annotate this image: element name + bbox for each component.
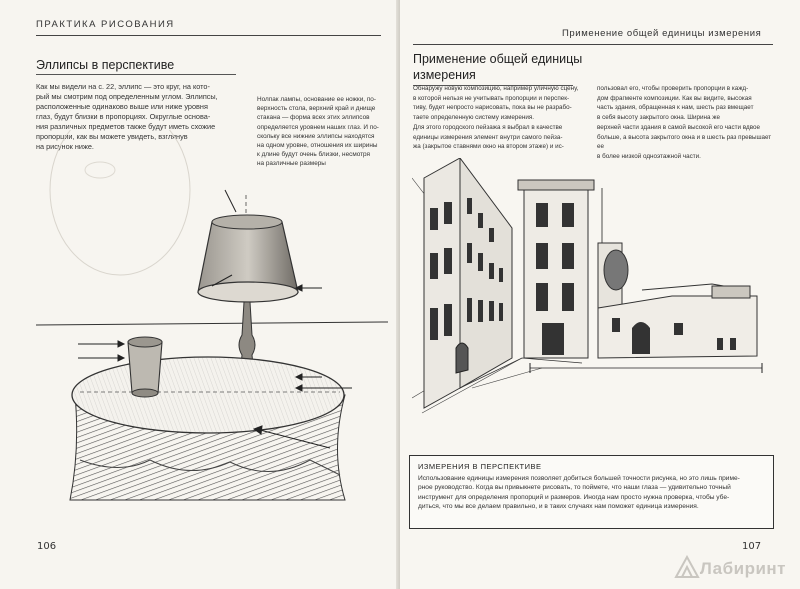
body-line: Как мы видели на с. 22, эллипс — это круг, на кото- <box>36 82 210 91</box>
body-line: на рисунок ниже. <box>36 142 94 151</box>
body-line: жа (закрытое ставнями окно на втором этаже) и ис- <box>413 143 564 151</box>
box-line: диться, что мы все делаем правильно, и в таких случаях нам поможет единица измерения. <box>418 503 699 511</box>
body-line: расположенные одинаково выше или ниже уровня <box>36 102 208 111</box>
body-line: в более низкой одноэтажной части. <box>597 152 701 160</box>
body-line: единицы измерения элемент внутри самого пейза- <box>413 133 563 141</box>
body-line: верхней части здания в самой высокой его части вдвое <box>597 123 761 131</box>
body-line: Для этого городского пейзажа я выбрал в качестве <box>413 123 563 131</box>
running-head-left: ПРАКТИКА РИСОВАНИЯ <box>36 19 175 30</box>
box-title: ИЗМЕРЕНИЯ В ПЕРСПЕКТИВЕ <box>418 462 542 471</box>
caption-line: определяется уровнем наших глаз. И по- <box>257 123 379 131</box>
watermark-text: Лабиринт <box>699 559 786 578</box>
body-line: больше, а высота закрытого окна и в шесть раз превышает ее <box>597 133 772 151</box>
section-heading-right-2: измерения <box>413 68 476 82</box>
body-line: в которой нельзя не учитывать пропорции и перспек- <box>413 94 570 102</box>
box-text <box>418 474 768 512</box>
labirint-watermark <box>674 555 786 579</box>
caption-line: стакана — форма всех этих эллипсов <box>257 114 370 122</box>
perspective-measurement-box <box>409 455 774 529</box>
page-number-left: 106 <box>37 541 57 552</box>
caption-line: на одном уровне, отношения их ширины <box>257 142 378 150</box>
body-line: пропорции, как вы можете увидеть, взглянув <box>36 132 188 141</box>
box-line: рное руководство. Когда вы привыкнете рисовать, то поймете, что наши глаза — удивительно точный <box>418 484 731 492</box>
body-line: в себя высоту закрытого окна. Ширина же <box>597 114 720 122</box>
body-line: дом фрагменте композиции. Как вы видите, высокая <box>597 94 752 102</box>
caption-line: верхность стола, верхний край и днище <box>257 105 376 113</box>
body-line: таете определенную систему измерения. <box>413 114 534 122</box>
caption-line: на различные размеры <box>257 160 326 168</box>
body-line: Обнаружу новую композицию, например уличную сцену, <box>413 85 579 92</box>
box-line: инструмент для определения пропорций и размеров. Иногда нам просто нужна проверка, чтобы убе- <box>418 493 730 501</box>
body-line: пользовал его, чтобы проверить пропорции в кажд- <box>597 85 749 92</box>
section-heading-right-1: Применение общей единицы <box>413 52 583 66</box>
body-line: часть здания, обращенная к нам, шесть раз вмещает <box>597 104 754 112</box>
heading-underline-left <box>36 74 236 75</box>
caption-line: Нолпак лампы, основание ее ножки, по- <box>257 96 376 103</box>
header-rule-left <box>36 35 381 36</box>
running-head-right: Применение общей единицы измерения <box>562 28 762 39</box>
body-line: рый мы смотрим под определенным углом. Эллипсы, <box>36 92 218 101</box>
caption-line: к длине будут очень близки, несмотря <box>257 151 370 159</box>
body-line: ния различных предметов также будут иметь схожие <box>36 122 216 131</box>
header-rule-right <box>413 44 773 45</box>
body-line: тиву, будет непросто нарисовать, пока вы не разрабо- <box>413 104 572 112</box>
body-line: глаз, будут близки в пропорциях. Округлые основа- <box>36 112 211 121</box>
lamp-table-sketch <box>0 130 398 540</box>
left-page <box>0 0 398 589</box>
body-column-2-right <box>597 84 777 162</box>
page-number-right: 107 <box>742 541 762 552</box>
labirint-logo-icon <box>674 555 700 579</box>
street-scene-sketch <box>412 158 774 420</box>
section-heading-left: Эллипсы в перспективе <box>36 58 175 72</box>
caption-line: скольку все нижние эллипсы находятся <box>257 132 375 140</box>
box-line: Использование единицы измерения позволяет добиться большей точности рисунка, но это лишь приме- <box>418 475 740 482</box>
body-column-1-right <box>413 84 593 152</box>
